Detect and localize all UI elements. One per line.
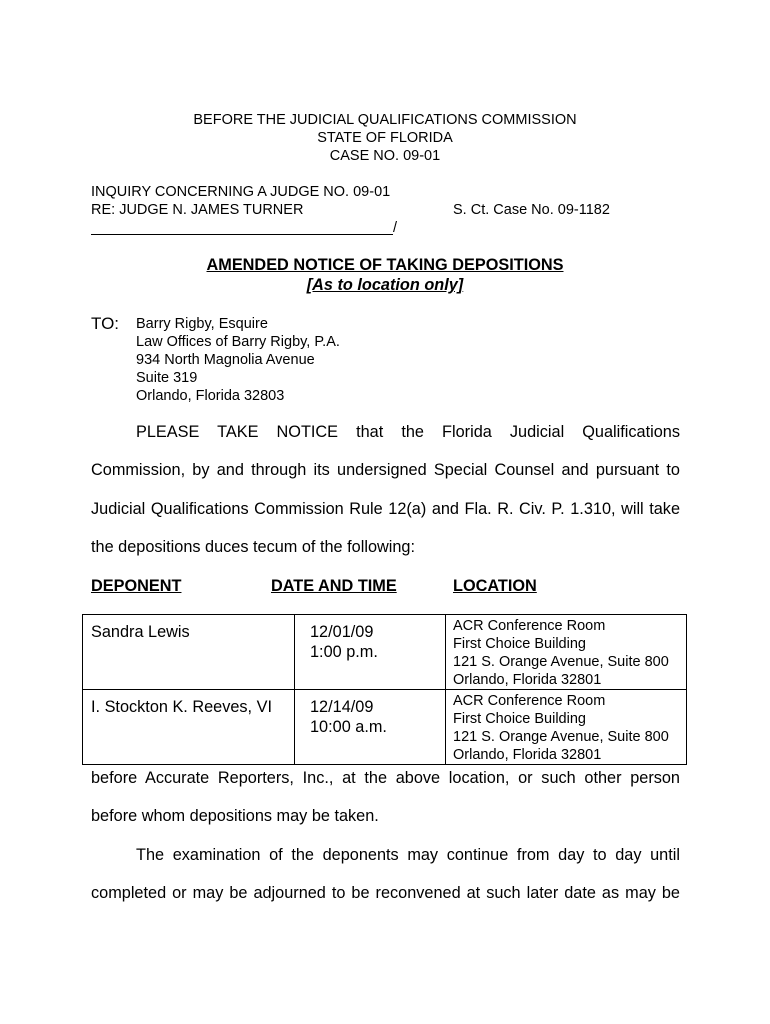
deponent-cell: I. Stockton K. Reeves, VI bbox=[83, 690, 295, 765]
deposition-date: 12/01/09 bbox=[310, 623, 374, 641]
location-line: Orlando, Florida 32801 bbox=[453, 747, 602, 763]
location-line: ACR Conference Room bbox=[453, 693, 606, 709]
location-line: Orlando, Florida 32801 bbox=[453, 672, 602, 688]
para1-line4: the depositions duces tecum of the following: bbox=[91, 538, 416, 556]
document-title: AMENDED NOTICE OF TAKING DEPOSITIONS bbox=[206, 256, 564, 274]
addressee-city: Orlando, Florida 32803 bbox=[136, 388, 285, 404]
para3-line1: The examination of the deponents may continue from day to day until bbox=[136, 846, 680, 864]
addressee-name: Barry Rigby, Esquire bbox=[136, 316, 268, 332]
deponent-cell: Sandra Lewis bbox=[83, 615, 295, 690]
date-time-cell bbox=[295, 615, 446, 690]
deposition-table bbox=[82, 614, 687, 765]
location-line: 121 S. Orange Avenue, Suite 800 bbox=[453, 729, 669, 745]
table-row bbox=[83, 615, 687, 690]
location-line: 121 S. Orange Avenue, Suite 800 bbox=[453, 654, 669, 670]
para1-line2: Commission, by and through its undersigned Special Counsel and pursuant to bbox=[91, 461, 680, 479]
header-location: LOCATION bbox=[453, 577, 537, 595]
caption-signature-rule bbox=[91, 234, 393, 235]
deposition-time: 10:00 a.m. bbox=[310, 718, 387, 736]
para1-line1: PLEASE TAKE NOTICE that the Florida Judicial Qualifications bbox=[136, 423, 680, 441]
addressee-street: 934 North Magnolia Avenue bbox=[136, 352, 315, 368]
para2-line1: before Accurate Reporters, Inc., at the above location, or such other person bbox=[91, 769, 680, 787]
para3-line2: completed or may be adjourned to be reconvened at such later date as may be bbox=[91, 884, 680, 902]
date-time-cell bbox=[295, 690, 446, 765]
para1-line3: Judicial Qualifications Commission Rule 12(a) and Fla. R. Civ. P. 1.310, will take bbox=[91, 500, 680, 518]
deposition-time: 1:00 p.m. bbox=[310, 643, 378, 661]
sct-case-number: S. Ct. Case No. 09-1182 bbox=[453, 202, 610, 218]
addressee-firm: Law Offices of Barry Rigby, P.A. bbox=[136, 334, 340, 350]
location-line: First Choice Building bbox=[453, 636, 586, 652]
table-row bbox=[83, 690, 687, 765]
location-cell bbox=[446, 615, 687, 690]
header-deponent: DEPONENT bbox=[91, 577, 182, 595]
document-subtitle: [As to location only] bbox=[306, 276, 464, 294]
location-line: First Choice Building bbox=[453, 711, 586, 727]
deposition-date: 12/14/09 bbox=[310, 698, 374, 716]
para2-line2: before whom depositions may be taken. bbox=[91, 807, 379, 825]
addressee-suite: Suite 319 bbox=[136, 370, 198, 386]
caption-slash: / bbox=[393, 220, 398, 236]
inquiry-line: INQUIRY CONCERNING A JUDGE NO. 09-01 bbox=[91, 184, 391, 200]
to-label: TO: bbox=[91, 314, 120, 333]
header-date-time: DATE AND TIME bbox=[271, 577, 397, 595]
caption-line-case-no: CASE NO. 09-01 bbox=[329, 148, 441, 164]
location-line: ACR Conference Room bbox=[453, 618, 606, 634]
caption-line-commission: BEFORE THE JUDICIAL QUALIFICATIONS COMMISSION bbox=[193, 112, 577, 128]
re-judge-line: RE: JUDGE N. JAMES TURNER bbox=[91, 202, 304, 218]
location-cell bbox=[446, 690, 687, 765]
caption-line-state: STATE OF FLORIDA bbox=[317, 130, 453, 146]
